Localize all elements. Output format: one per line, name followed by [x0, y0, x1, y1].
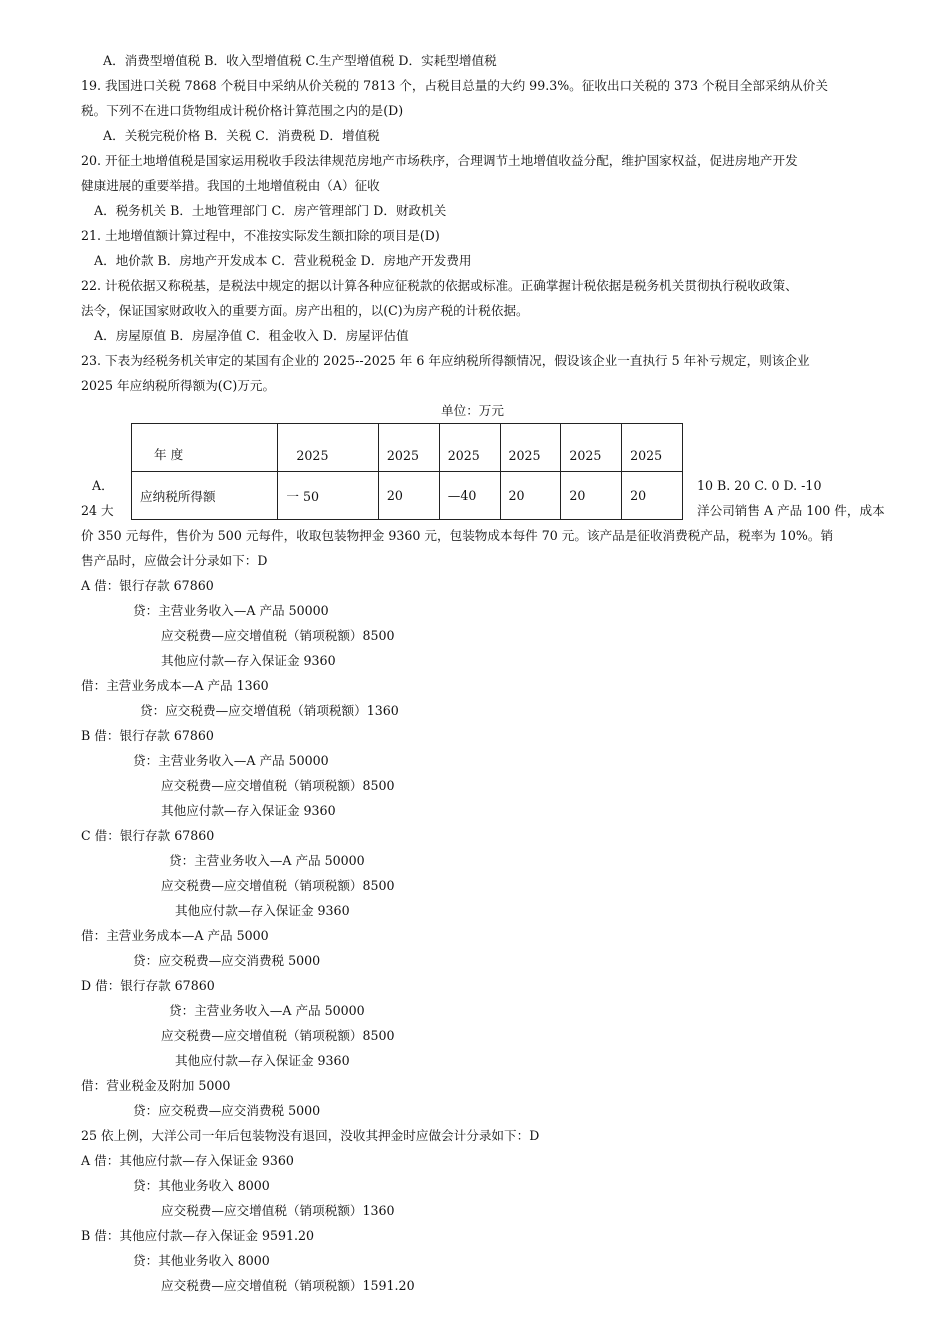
q23-options: 10 B. 20 C. 0 D. -10 — [697, 478, 822, 493]
table-year: 2025 — [561, 424, 622, 472]
income-table — [131, 423, 683, 520]
q25-option-a-line: 应交税费—应交增值税（销项税额）1360 — [161, 1203, 395, 1218]
option-b-line: 应交税费—应交增值税（销项税额）8500 — [161, 778, 395, 793]
q24-line-3: 售产品时，应做会计分录如下：D — [81, 553, 268, 568]
q24-label: 24 大 — [81, 503, 114, 518]
option-a-line: 应交税费—应交增值税（销项税额）8500 — [161, 628, 395, 643]
q25-line-1: 25 依上例，大洋公司一年后包装物没有退回，没收其押金时应做会计分录如下：D — [81, 1128, 540, 1143]
table-row — [132, 424, 683, 472]
option-d-line: 应交税费—应交增值税（销项税额）8500 — [161, 1028, 395, 1043]
q19-line-2: 税。下列不在进口货物组成计税价格计算范围之内的是(D) — [81, 103, 404, 118]
table-cell: 20 — [561, 472, 622, 520]
table-header-label: 年 度 — [132, 424, 278, 472]
q21-options: A．地价款 B．房地产开发成本 C．营业税税金 D．房地产开发费用 — [94, 253, 472, 268]
table-cell: 20 — [500, 472, 561, 520]
q21-line-1: 21. 土地增值额计算过程中，不准按实际发生额扣除的项目是(D) — [81, 228, 440, 243]
option-d-line: 贷：应交税费—应交消费税 5000 — [133, 1103, 321, 1118]
table-year: 2025 — [439, 424, 500, 472]
table-year: 2025 — [278, 424, 379, 472]
option-c-line: 借：主营业务成本—A 产品 5000 — [81, 928, 269, 943]
option-c-line: C 借：银行存款 67860 — [81, 828, 215, 843]
q20-line-2: 健康进展的重要举措。我国的土地增值税由（A）征收 — [81, 178, 380, 193]
option-a-line: A 借：银行存款 67860 — [81, 578, 214, 593]
option-c-line: 其他应付款—存入保证金 9360 — [175, 903, 350, 918]
table-year: 2025 — [500, 424, 561, 472]
option-b-line: B 借：银行存款 67860 — [81, 728, 214, 743]
option-b-line: 贷：主营业务收入—A 产品 50000 — [133, 753, 329, 768]
q25-option-a-line: A 借：其他应付款—存入保证金 9360 — [81, 1153, 294, 1168]
q23-option-a-prefix: A． — [92, 478, 114, 493]
q23-line-2: 2025 年应纳税所得额为(C)万元。 — [81, 378, 276, 393]
table-row-label: 应纳税所得额 — [132, 472, 278, 520]
option-a-line: 借：主营业务成本—A 产品 1360 — [81, 678, 269, 693]
q25-option-b-line: B 借：其他应付款—存入保证金 9591.20 — [81, 1228, 315, 1243]
option-a-line: 其他应付款—存入保证金 9360 — [161, 653, 336, 668]
q22-options: A．房屋原值 B．房屋净值 C．租金收入 D．房屋评估值 — [94, 328, 409, 343]
q22-line-2: 法令，保证国家财政收入的重要方面。房产出租的，以(C)为房产税的计税依据。 — [81, 303, 529, 318]
table-cell: 20 — [378, 472, 439, 520]
q24-line-1: 洋公司销售 A 产品 100 件，成本 — [697, 503, 885, 518]
option-b-line: 其他应付款—存入保证金 9360 — [161, 803, 336, 818]
option-a-line: 贷：应交税费—应交增值税（销项税额）1360 — [140, 703, 399, 718]
q19-options: A．关税完税价格 B．关税 C．消费税 D．增值税 — [103, 128, 380, 143]
q19-line-1: 19. 我国进口关税 7868 个税目中采纳从价关税的 7813 个，占税目总量的大约 99.3%。征收出口关税的 373 个税目全部采纳从价关 — [81, 78, 828, 93]
q25-option-a-line: 贷：其他业务收入 8000 — [133, 1178, 270, 1193]
q22-line-1: 22. 计税依据又称税基，是税法中规定的据以计算各种应征税款的依据或标准。正确掌握计税依据是税务机关贯彻执行税收政策、 — [81, 278, 798, 293]
q20-line-1: 20. 开征土地增值税是国家运用税收手段法律规范房地产市场秩序，合理调节土地增值收益分配，维护国家权益，促进房地产开发 — [81, 153, 798, 168]
table-cell: 一 50 — [278, 472, 379, 520]
table-cell: —40 — [439, 472, 500, 520]
option-d-line: 借：营业税金及附加 5000 — [81, 1078, 231, 1093]
option-d-line: D 借：银行存款 67860 — [81, 978, 215, 993]
option-d-line: 贷：主营业务收入—A 产品 50000 — [169, 1003, 365, 1018]
q23-line-1: 23. 下表为经税务机关审定的某国有企业的 2025--2025 年 6 年应纳税所得额情况，假设该企业一直执行 5 年补亏规定，则该企业 — [81, 353, 810, 368]
q25-option-b-line: 贷：其他业务收入 8000 — [133, 1253, 270, 1268]
option-d-line: 其他应付款—存入保证金 9360 — [175, 1053, 350, 1068]
option-a-line: 贷：主营业务收入—A 产品 50000 — [133, 603, 329, 618]
table-unit: 单位：万元 — [441, 403, 504, 418]
table-year: 2025 — [378, 424, 439, 472]
q18-options: A．消费型增值税 B．收入型增值税 C.生产型增值税 D．实耗型增值税 — [103, 53, 497, 68]
option-c-line: 贷：主营业务收入—A 产品 50000 — [169, 853, 365, 868]
table-cell: 20 — [622, 472, 683, 520]
option-c-line: 应交税费—应交增值税（销项税额）8500 — [161, 878, 395, 893]
q24-line-2: 价 350 元每件，售价为 500 元每件，收取包装物押金 9360 元，包装物成本每件 70 元。该产品是征收消费税产品，税率为 10%。销 — [81, 528, 834, 543]
table-year: 2025 — [622, 424, 683, 472]
option-c-line: 贷：应交税费—应交消费税 5000 — [133, 953, 321, 968]
q20-options: A．税务机关 B．土地管理部门 C．房产管理部门 D．财政机关 — [94, 203, 447, 218]
q25-option-b-line: 应交税费—应交增值税（销项税额）1591.20 — [161, 1278, 415, 1293]
table-row — [132, 472, 683, 520]
